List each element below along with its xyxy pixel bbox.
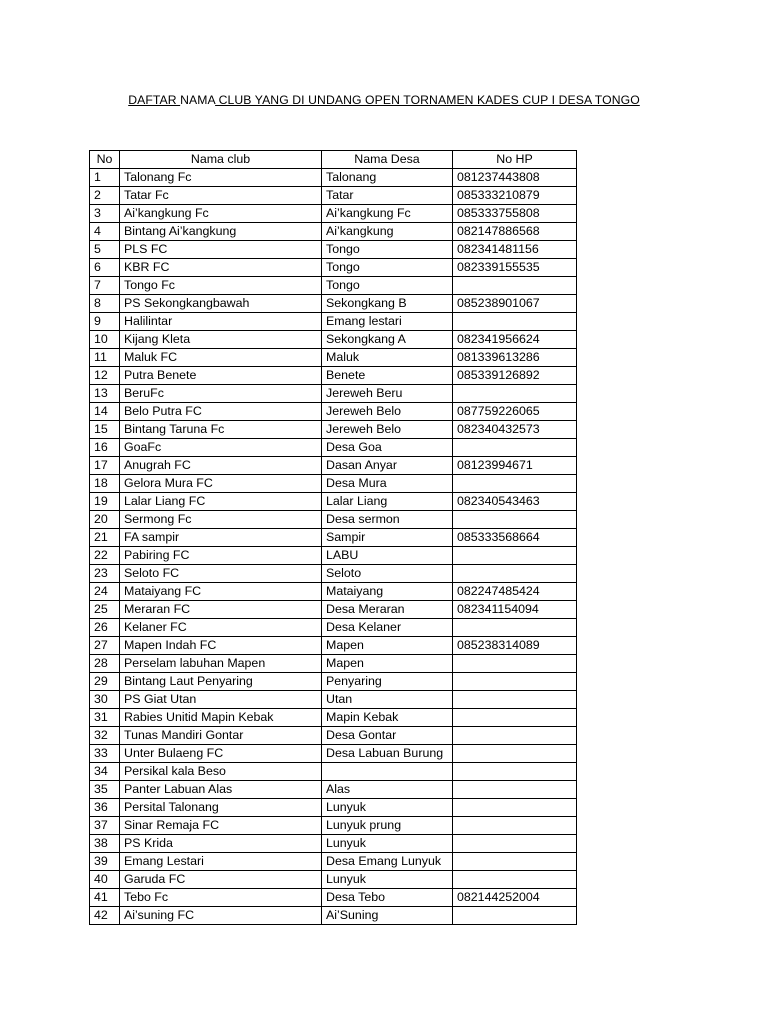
table-row (90, 583, 577, 601)
cell-desa: Tongo (322, 277, 453, 295)
cell-club-name: Mapen Indah FC (120, 637, 322, 655)
cell-no: 35 (90, 781, 120, 799)
cell-club-name: Persikal kala Beso (120, 763, 322, 781)
cell-no: 18 (90, 475, 120, 493)
cell-club-name: PS Giat Utan (120, 691, 322, 709)
page-title (0, 93, 768, 107)
cell-club-name: BeruFc (120, 385, 322, 403)
cell-no: 10 (90, 331, 120, 349)
cell-desa: Lunyuk (322, 799, 453, 817)
table-row (90, 367, 577, 385)
cell-club-name: Anugrah FC (120, 457, 322, 475)
cell-club-name: Kijang Kleta (120, 331, 322, 349)
cell-club-name: Seloto FC (120, 565, 322, 583)
cell-desa: Mapen (322, 637, 453, 655)
cell-desa: Lunyuk (322, 871, 453, 889)
table-row (90, 295, 577, 313)
cell-no: 19 (90, 493, 120, 511)
table-row (90, 169, 577, 187)
table-row (90, 655, 577, 673)
table-row (90, 187, 577, 205)
cell-desa: Tongo (322, 259, 453, 277)
cell-no: 7 (90, 277, 120, 295)
cell-desa: Sekongkang B (322, 295, 453, 313)
cell-desa: Dasan Anyar (322, 457, 453, 475)
cell-club-name: Putra Benete (120, 367, 322, 385)
cell-no: 39 (90, 853, 120, 871)
table-row (90, 835, 577, 853)
cell-club-name: Persital Talonang (120, 799, 322, 817)
cell-no: 28 (90, 655, 120, 673)
cell-phone: 085238314089 (453, 637, 577, 655)
cell-desa: Alas (322, 781, 453, 799)
cell-club-name: PS Sekongkangbawah (120, 295, 322, 313)
cell-phone (453, 511, 577, 529)
table-row (90, 637, 577, 655)
cell-phone (453, 475, 577, 493)
cell-phone (453, 835, 577, 853)
header-no: No (90, 151, 120, 169)
cell-desa: Emang lestari (322, 313, 453, 331)
cell-no: 11 (90, 349, 120, 367)
cell-phone: 087759226065 (453, 403, 577, 421)
table-row (90, 727, 577, 745)
cell-no: 32 (90, 727, 120, 745)
cell-desa: Desa sermon (322, 511, 453, 529)
cell-desa: Desa Emang Lunyuk (322, 853, 453, 871)
table-row (90, 673, 577, 691)
table-row (90, 547, 577, 565)
table-row (90, 277, 577, 295)
cell-desa: Utan (322, 691, 453, 709)
cell-phone: 081237443808 (453, 169, 577, 187)
cell-desa: Desa Tebo (322, 889, 453, 907)
cell-no: 31 (90, 709, 120, 727)
cell-club-name: Emang Lestari (120, 853, 322, 871)
table-row (90, 871, 577, 889)
cell-desa: Desa Meraran (322, 601, 453, 619)
cell-club-name: Lalar Liang FC (120, 493, 322, 511)
cell-club-name: Maluk FC (120, 349, 322, 367)
cell-phone (453, 385, 577, 403)
cell-desa: Desa Kelaner (322, 619, 453, 637)
cell-phone (453, 547, 577, 565)
cell-phone (453, 439, 577, 457)
table-row (90, 529, 577, 547)
table-row (90, 817, 577, 835)
cell-club-name: Kelaner FC (120, 619, 322, 637)
cell-desa: Jereweh Beru (322, 385, 453, 403)
cell-club-name: Sermong Fc (120, 511, 322, 529)
cell-club-name: Belo Putra FC (120, 403, 322, 421)
cell-phone (453, 619, 577, 637)
cell-no: 42 (90, 907, 120, 925)
table-row (90, 421, 577, 439)
cell-no: 29 (90, 673, 120, 691)
table-row (90, 709, 577, 727)
table-row (90, 331, 577, 349)
cell-phone (453, 313, 577, 331)
cell-phone (453, 817, 577, 835)
cell-phone: 08123994671 (453, 457, 577, 475)
header-club: Nama club (120, 151, 322, 169)
cell-phone: 082341481156 (453, 241, 577, 259)
cell-desa: Mapin Kebak (322, 709, 453, 727)
cell-desa: Lalar Liang (322, 493, 453, 511)
cell-club-name: Perselam labuhan Mapen (120, 655, 322, 673)
cell-phone: 082147886568 (453, 223, 577, 241)
cell-desa: Mataiyang (322, 583, 453, 601)
cell-phone: 082340543463 (453, 493, 577, 511)
club-table (89, 150, 577, 925)
cell-no: 2 (90, 187, 120, 205)
table-row (90, 853, 577, 871)
cell-no: 40 (90, 871, 120, 889)
cell-club-name: Panter Labuan Alas (120, 781, 322, 799)
cell-club-name: Meraran FC (120, 601, 322, 619)
cell-no: 3 (90, 205, 120, 223)
cell-club-name: GoaFc (120, 439, 322, 457)
cell-no: 27 (90, 637, 120, 655)
cell-desa: Mapen (322, 655, 453, 673)
cell-phone: 085333755808 (453, 205, 577, 223)
table-row (90, 907, 577, 925)
cell-desa: Tatar (322, 187, 453, 205)
cell-desa (322, 763, 453, 781)
cell-club-name: PLS FC (120, 241, 322, 259)
cell-no: 22 (90, 547, 120, 565)
cell-phone (453, 691, 577, 709)
table-row (90, 457, 577, 475)
cell-desa: Desa Goa (322, 439, 453, 457)
cell-phone (453, 655, 577, 673)
table-row (90, 565, 577, 583)
cell-phone (453, 853, 577, 871)
table-row (90, 349, 577, 367)
cell-phone: 082247485424 (453, 583, 577, 601)
cell-no: 6 (90, 259, 120, 277)
cell-no: 15 (90, 421, 120, 439)
cell-club-name: Rabies Unitid Mapin Kebak (120, 709, 322, 727)
cell-phone (453, 277, 577, 295)
table-row (90, 691, 577, 709)
cell-phone (453, 763, 577, 781)
cell-club-name: Tebo Fc (120, 889, 322, 907)
cell-no: 9 (90, 313, 120, 331)
cell-desa: Benete (322, 367, 453, 385)
cell-club-name: Ai’suning FC (120, 907, 322, 925)
table-row (90, 223, 577, 241)
cell-desa: Desa Labuan Burung (322, 745, 453, 763)
cell-club-name: Tatar Fc (120, 187, 322, 205)
cell-phone (453, 565, 577, 583)
cell-club-name: Bintang Ai’kangkung (120, 223, 322, 241)
cell-no: 26 (90, 619, 120, 637)
cell-phone: 082341154094 (453, 601, 577, 619)
table-header-row (90, 151, 577, 169)
cell-club-name: Bintang Laut Penyaring (120, 673, 322, 691)
cell-phone: 081339613286 (453, 349, 577, 367)
cell-no: 12 (90, 367, 120, 385)
cell-no: 24 (90, 583, 120, 601)
cell-no: 34 (90, 763, 120, 781)
table-row (90, 493, 577, 511)
cell-no: 20 (90, 511, 120, 529)
table-row (90, 259, 577, 277)
cell-desa: Ai’Suning (322, 907, 453, 925)
cell-club-name: Sinar Remaja FC (120, 817, 322, 835)
cell-phone (453, 799, 577, 817)
header-hp: No HP (453, 151, 577, 169)
cell-phone (453, 745, 577, 763)
cell-phone: 085333210879 (453, 187, 577, 205)
cell-phone: 082339155535 (453, 259, 577, 277)
cell-no: 41 (90, 889, 120, 907)
cell-no: 5 (90, 241, 120, 259)
cell-phone: 085339126892 (453, 367, 577, 385)
cell-no: 30 (90, 691, 120, 709)
table-row (90, 781, 577, 799)
cell-club-name: Ai’kangkung Fc (120, 205, 322, 223)
table-row (90, 241, 577, 259)
cell-no: 14 (90, 403, 120, 421)
cell-no: 36 (90, 799, 120, 817)
cell-desa: LABU (322, 547, 453, 565)
cell-club-name: Garuda FC (120, 871, 322, 889)
cell-club-name: FA sampir (120, 529, 322, 547)
table-row (90, 439, 577, 457)
title-part-3: CLUB YANG DI UNDANG OPEN TORNAMEN KADES CUP I DESA TONGO (215, 93, 640, 107)
cell-desa: Maluk (322, 349, 453, 367)
cell-desa: Talonang (322, 169, 453, 187)
title-part-1: DAFTAR (128, 93, 181, 107)
cell-no: 23 (90, 565, 120, 583)
table-row (90, 889, 577, 907)
cell-no: 25 (90, 601, 120, 619)
cell-phone: 082340432573 (453, 421, 577, 439)
cell-phone (453, 727, 577, 745)
cell-desa: Ai’kangkung (322, 223, 453, 241)
table-row (90, 601, 577, 619)
table-row (90, 745, 577, 763)
cell-club-name: Talonang Fc (120, 169, 322, 187)
cell-desa: Sampir (322, 529, 453, 547)
table-row (90, 619, 577, 637)
cell-club-name: Tunas Mandiri Gontar (120, 727, 322, 745)
cell-club-name: Halilintar (120, 313, 322, 331)
cell-club-name: Bintang Taruna Fc (120, 421, 322, 439)
cell-desa: Sekongkang A (322, 331, 453, 349)
cell-club-name: KBR FC (120, 259, 322, 277)
cell-desa: Jereweh Belo (322, 403, 453, 421)
cell-club-name: Pabiring FC (120, 547, 322, 565)
table-body (90, 169, 577, 925)
cell-no: 13 (90, 385, 120, 403)
cell-no: 4 (90, 223, 120, 241)
cell-phone (453, 871, 577, 889)
cell-club-name: Gelora Mura FC (120, 475, 322, 493)
title-part-2: NAMA (180, 93, 216, 107)
cell-no: 1 (90, 169, 120, 187)
cell-no: 8 (90, 295, 120, 313)
cell-no: 38 (90, 835, 120, 853)
cell-club-name: Tongo Fc (120, 277, 322, 295)
cell-desa: Lunyuk prung (322, 817, 453, 835)
cell-no: 17 (90, 457, 120, 475)
table-row (90, 475, 577, 493)
cell-club-name: PS Krida (120, 835, 322, 853)
cell-club-name: Unter Bulaeng FC (120, 745, 322, 763)
cell-desa: Jereweh Belo (322, 421, 453, 439)
cell-desa: Desa Mura (322, 475, 453, 493)
header-desa: Nama Desa (322, 151, 453, 169)
cell-no: 16 (90, 439, 120, 457)
table-row (90, 799, 577, 817)
table-row (90, 763, 577, 781)
cell-phone (453, 781, 577, 799)
cell-desa: Desa Gontar (322, 727, 453, 745)
cell-phone (453, 709, 577, 727)
cell-desa: Penyaring (322, 673, 453, 691)
cell-desa: Tongo (322, 241, 453, 259)
cell-no: 37 (90, 817, 120, 835)
cell-desa: Lunyuk (322, 835, 453, 853)
cell-no: 33 (90, 745, 120, 763)
cell-phone (453, 907, 577, 925)
cell-phone: 082341956624 (453, 331, 577, 349)
cell-no: 21 (90, 529, 120, 547)
table-row (90, 385, 577, 403)
table-row (90, 403, 577, 421)
cell-club-name: Mataiyang FC (120, 583, 322, 601)
cell-phone: 085238901067 (453, 295, 577, 313)
table-row (90, 313, 577, 331)
cell-phone: 082144252004 (453, 889, 577, 907)
table-row (90, 511, 577, 529)
cell-phone: 085333568664 (453, 529, 577, 547)
cell-desa: Ai’kangkung Fc (322, 205, 453, 223)
table-row (90, 205, 577, 223)
cell-desa: Seloto (322, 565, 453, 583)
cell-phone (453, 673, 577, 691)
